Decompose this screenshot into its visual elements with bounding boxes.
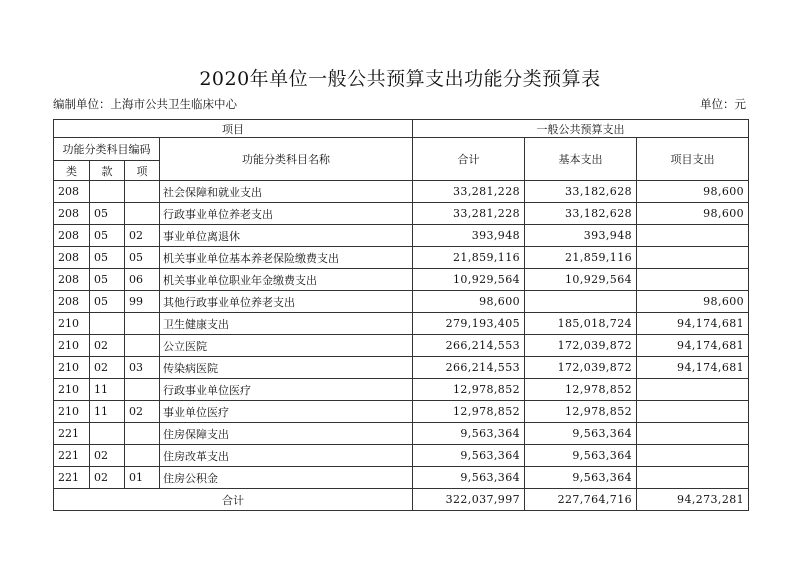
cell-basic: 33,182,628 xyxy=(525,181,637,203)
header-row-1 xyxy=(54,120,749,138)
cell-name: 社会保障和就业支出 xyxy=(160,181,413,203)
cell-total: 279,193,405 xyxy=(413,313,525,335)
total-project: 94,273,281 xyxy=(637,489,749,511)
cell-kuan xyxy=(90,423,125,445)
cell-name: 行政事业单位医疗 xyxy=(160,379,413,401)
cell-total: 12,978,852 xyxy=(413,379,525,401)
cell-kuan xyxy=(90,313,125,335)
cell-project xyxy=(637,247,749,269)
cell-basic: 185,018,724 xyxy=(525,313,637,335)
header-basic: 基本支出 xyxy=(525,138,637,181)
cell-basic: 12,978,852 xyxy=(525,379,637,401)
cell-project xyxy=(637,269,749,291)
header-total: 合计 xyxy=(413,138,525,181)
header-lei: 类 xyxy=(54,161,90,181)
cell-kuan: 05 xyxy=(90,269,125,291)
cell-kuan: 05 xyxy=(90,225,125,247)
cell-name: 住房公积金 xyxy=(160,467,413,489)
cell-kuan: 05 xyxy=(90,247,125,269)
table-row xyxy=(54,445,749,467)
cell-xiang: 01 xyxy=(125,467,160,489)
header-kuan: 款 xyxy=(90,161,125,181)
cell-xiang xyxy=(125,335,160,357)
cell-xiang xyxy=(125,203,160,225)
cell-project: 98,600 xyxy=(637,203,749,225)
cell-kuan: 02 xyxy=(90,445,125,467)
total-basic: 227,764,716 xyxy=(525,489,637,511)
cell-name: 事业单位医疗 xyxy=(160,401,413,423)
cell-xiang xyxy=(125,423,160,445)
table-row xyxy=(54,379,749,401)
currency-unit: 单位：元 xyxy=(700,97,746,111)
cell-lei: 208 xyxy=(54,225,90,247)
cell-xiang xyxy=(125,181,160,203)
cell-kuan xyxy=(90,181,125,203)
cell-basic: 393,948 xyxy=(525,225,637,247)
table-body xyxy=(54,181,749,489)
cell-project: 94,174,681 xyxy=(637,313,749,335)
total-row xyxy=(54,489,749,511)
cell-xiang: 06 xyxy=(125,269,160,291)
cell-total: 266,214,553 xyxy=(413,357,525,379)
cell-xiang: 02 xyxy=(125,401,160,423)
cell-project: 94,174,681 xyxy=(637,335,749,357)
cell-basic xyxy=(525,291,637,313)
cell-kuan: 05 xyxy=(90,203,125,225)
cell-basic: 9,563,364 xyxy=(525,445,637,467)
cell-project xyxy=(637,423,749,445)
cell-name: 事业单位离退休 xyxy=(160,225,413,247)
cell-total: 9,563,364 xyxy=(413,467,525,489)
cell-lei: 221 xyxy=(54,467,90,489)
cell-project xyxy=(637,225,749,247)
cell-lei: 210 xyxy=(54,379,90,401)
cell-project xyxy=(637,379,749,401)
cell-name: 传染病医院 xyxy=(160,357,413,379)
table-row xyxy=(54,247,749,269)
header-name: 功能分类科目名称 xyxy=(160,138,413,181)
cell-name: 住房保障支出 xyxy=(160,423,413,445)
cell-total: 266,214,553 xyxy=(413,335,525,357)
cell-lei: 210 xyxy=(54,401,90,423)
cell-name: 住房改革支出 xyxy=(160,445,413,467)
cell-xiang xyxy=(125,313,160,335)
table-row xyxy=(54,313,749,335)
cell-xiang xyxy=(125,379,160,401)
table-row xyxy=(54,181,749,203)
cell-name: 其他行政事业单位养老支出 xyxy=(160,291,413,313)
table-row xyxy=(54,401,749,423)
budget-table xyxy=(53,119,749,511)
cell-xiang xyxy=(125,445,160,467)
cell-kuan: 02 xyxy=(90,357,125,379)
cell-total: 9,563,364 xyxy=(413,423,525,445)
table-row xyxy=(54,225,749,247)
cell-project xyxy=(637,467,749,489)
cell-xiang: 03 xyxy=(125,357,160,379)
cell-name: 机关事业单位基本养老保险缴费支出 xyxy=(160,247,413,269)
cell-total: 33,281,228 xyxy=(413,181,525,203)
cell-project xyxy=(637,445,749,467)
cell-name: 公立医院 xyxy=(160,335,413,357)
cell-xiang: 02 xyxy=(125,225,160,247)
total-label: 合计 xyxy=(54,489,413,511)
cell-basic: 21,859,116 xyxy=(525,247,637,269)
cell-name: 行政事业单位养老支出 xyxy=(160,203,413,225)
cell-project xyxy=(637,401,749,423)
cell-total: 98,600 xyxy=(413,291,525,313)
cell-lei: 221 xyxy=(54,445,90,467)
header-item: 项目 xyxy=(54,120,413,138)
cell-total: 12,978,852 xyxy=(413,401,525,423)
cell-total: 33,281,228 xyxy=(413,203,525,225)
cell-total: 9,563,364 xyxy=(413,445,525,467)
cell-lei: 208 xyxy=(54,203,90,225)
table-row xyxy=(54,203,749,225)
compiling-unit: 编制单位：上海市公共卫生临床中心 xyxy=(53,97,237,111)
cell-total: 10,929,564 xyxy=(413,269,525,291)
table-row xyxy=(54,269,749,291)
cell-kuan: 02 xyxy=(90,335,125,357)
table-row xyxy=(54,335,749,357)
table-row xyxy=(54,467,749,489)
cell-total: 21,859,116 xyxy=(413,247,525,269)
cell-lei: 210 xyxy=(54,335,90,357)
cell-kuan: 11 xyxy=(90,401,125,423)
cell-name: 机关事业单位职业年金缴费支出 xyxy=(160,269,413,291)
cell-basic: 172,039,872 xyxy=(525,335,637,357)
cell-lei: 210 xyxy=(54,313,90,335)
table-row xyxy=(54,291,749,313)
cell-kuan: 11 xyxy=(90,379,125,401)
table-row xyxy=(54,357,749,379)
header-xiang: 项 xyxy=(125,161,160,181)
header-general-budget: 一般公共预算支出 xyxy=(413,120,749,138)
cell-xiang: 99 xyxy=(125,291,160,313)
header-row-2 xyxy=(54,138,749,161)
cell-lei: 208 xyxy=(54,247,90,269)
cell-basic: 9,563,364 xyxy=(525,423,637,445)
cell-lei: 210 xyxy=(54,357,90,379)
cell-basic: 33,182,628 xyxy=(525,203,637,225)
cell-project: 94,174,681 xyxy=(637,357,749,379)
cell-lei: 208 xyxy=(54,269,90,291)
cell-basic: 10,929,564 xyxy=(525,269,637,291)
cell-project: 98,600 xyxy=(637,291,749,313)
cell-kuan: 05 xyxy=(90,291,125,313)
header-code: 功能分类科目编码 xyxy=(54,138,160,161)
cell-basic: 172,039,872 xyxy=(525,357,637,379)
cell-project: 98,600 xyxy=(637,181,749,203)
cell-basic: 12,978,852 xyxy=(525,401,637,423)
cell-basic: 9,563,364 xyxy=(525,467,637,489)
cell-name: 卫生健康支出 xyxy=(160,313,413,335)
header-project: 项目支出 xyxy=(637,138,749,181)
cell-total: 393,948 xyxy=(413,225,525,247)
cell-lei: 208 xyxy=(54,181,90,203)
cell-lei: 221 xyxy=(54,423,90,445)
total-amount: 322,037,997 xyxy=(413,489,525,511)
cell-lei: 208 xyxy=(54,291,90,313)
cell-xiang: 05 xyxy=(125,247,160,269)
document-title: 2020年单位一般公共预算支出功能分类预算表 xyxy=(199,68,601,90)
cell-kuan: 02 xyxy=(90,467,125,489)
table-row xyxy=(54,423,749,445)
